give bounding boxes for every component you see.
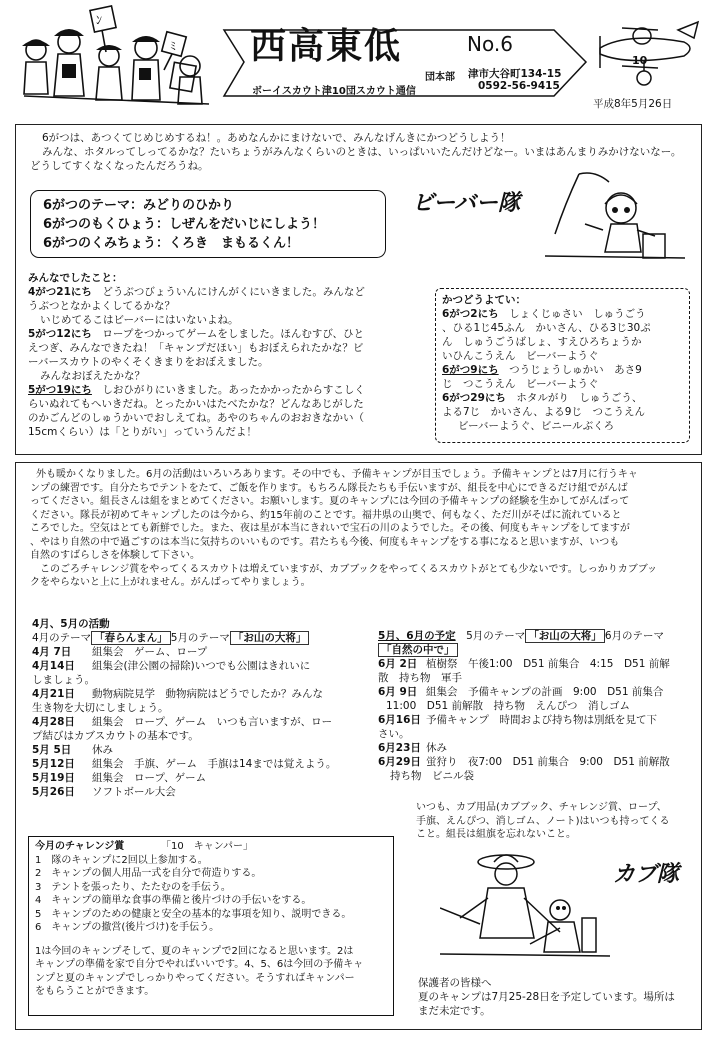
activity-text: つうじょうしゅかい あさ9 [509,364,642,376]
newsletter-subtitle: ボーイスカウト津10団スカウト通信 [252,86,416,97]
activity-text: しょくじゅさい しゅうごう [509,308,646,320]
activity-date: 6がつ29にち [442,392,506,404]
guardians-notice [418,976,700,1018]
activity-text: 組集会 ゲーム、ロープ [92,646,208,658]
list-item [442,363,683,377]
activity-date: 4月28日 [32,716,75,728]
theme-name: 「お山の大将」 [230,631,310,645]
activity-text: 組集会 ロープ、ゲーム いつも言いますが、ロー [92,716,333,728]
issue-date: 平成8年5月26日 [593,98,673,110]
list-item [378,755,698,769]
challenge-note: 1は今回のキャンプそして、夏のキャンプで2回になると思います。2は [35,945,354,957]
beaver-past-heading: みんなでしたこと： [28,272,123,284]
cub-apr-may-activities [32,617,372,799]
newsletter-title: 西高東低 [250,25,403,67]
cub-intro-line: クをやらないと上に上がれません。がんばってやりましょう。 [30,577,311,588]
cub-jun-theme-line [378,643,698,657]
guardians-text: 夏のキャンプは7月25-28日を予定しています。場所は [418,991,675,1003]
activity-text: ビーバーようぐ、ビニールぶくろ [458,420,615,432]
list-item [32,687,372,701]
svg-text:ﾝ: ﾝ [96,13,103,27]
activity-text: 蛍狩り 夜7:00 D51 前集合 9:00 D51 前解散 [426,756,670,768]
beaver-upcoming-box [435,288,690,443]
list-item [32,743,372,757]
activity-date: 6月23日 [378,742,421,754]
activity-text: 組集会 ロープ、ゲーム [92,772,207,784]
theme-name: 「お山の大将」 [525,629,605,643]
beaver-past-activities [28,271,426,439]
cub-intro-line: 自然のすばらしさを体験して下さい。 [30,550,200,561]
activity-date: 6がつ2にち [442,308,499,320]
activity-text: 組集会 手旗、ゲーム 手旗は14までは覚えよう。 [92,758,337,770]
cub-reminder [416,801,701,842]
activity-text: プ結びはカブスカウトの基本です。 [32,730,199,742]
airplane-number: 10 [632,54,648,67]
header [0,0,719,120]
cub-intro-line: ころでした。空気はとても新鮮でした。また、夜は星が本当にきれいで宝石の川のようでした。その後、何度もキャンプをしてますが [30,523,630,534]
theme-label: 5月のテーマ [170,632,230,644]
activity-text: うぶつとなかよくしてるかな？ [28,300,175,312]
list-item [32,715,372,729]
activity-date: 5月19日 [32,772,75,784]
activity-date: 4月 7日 [32,646,72,658]
activity-text: いじめてるこはビーバーにはいないよね。 [40,314,239,326]
activity-text: 持ち物 ビニル袋 [390,770,474,782]
activity-date: 6がつ9にち [442,364,499,376]
activity-date: 5月 5日 [32,744,72,756]
activity-text: 11:00 D51 前解散 持ち物 えんぴつ 消しゴム [386,700,631,712]
activity-date: 6月29日 [378,756,421,768]
list-item [378,657,698,671]
theme-name: 「春らんまん」 [91,631,171,645]
activity-text: 組集会 予備キャンプの計画 9:00 D51 前集合 [426,686,664,698]
cub-intro-line: ってください。組長さんは組をまとめてください。お願いします。夏のキャンプには今回の予備キャンプの経験を生かしてがんばって [30,496,630,507]
activity-date: 4月21日 [32,688,75,700]
beaver-upcoming-heading: かつどうよてい： [442,294,526,306]
activity-text: よる7じ かいさん、よる9じ つこうえん [442,406,645,418]
activity-text: らいぬれてもへいきだね。とったかいはたべたかな？どんなあじがした [28,398,364,410]
list-item [32,645,372,659]
activity-text: みんなおぼえたかな？ [40,370,145,382]
phone-number: 0592-56-9415 [478,80,560,92]
activity-text: ホタルがり しゅうごう、 [516,392,643,404]
beaver-intro-line: 6がつは、あつくてじめじめするね！。あめなんかにまけないで、みんなげんきにかつどうしよう！ [42,132,511,144]
activity-text: えつぎ、みんなできたね！「キャンプだほい」もおぼえられたかな？ビ [28,342,364,354]
beaver-theme-box [30,190,386,258]
activity-text: ーバースカウトのやくそくきまりをおぼえました。 [28,356,269,368]
cub-intro-line: ください。隊長が初めてキャンプしたのは今から、約15年前のことです。福井県の山奥で、何もなく、ただ川がそばに流れていると [30,509,622,521]
challenge-note: キャンプの準備を家で自分でやればいいです。4、5、6は今回の予備キャ [35,959,364,970]
activity-text: 植樹祭 午後1:00 D51 前集合 4:15 D51 前解 [426,658,670,670]
list-item [442,391,683,405]
activity-date: 5がつ12にち [28,328,92,340]
list-item [28,285,426,299]
activity-text: 、ひる1じ45ふん かいさん、ひる3じ30ぷ [442,322,651,334]
cub-may-jun-heading-line [378,629,698,643]
reminder-line: 手旗、えんぴつ、消しゴム、ノート)はいつも持ってくる [416,815,670,827]
list-item [28,383,426,397]
activity-date: 4月14日 [32,660,75,672]
theme-label: 5月のテーマ [466,630,526,642]
activity-text: 予備キャンプ 時間および持ち物は別紙を見て下 [426,714,657,726]
activity-date: 6月 9日 [378,686,418,698]
challenge-requirement: 1 隊のキャンプに2回以上参加する。 [35,854,208,866]
list-item [28,327,426,341]
activity-text: 休み [426,742,447,754]
scouts-cartoon-illustration [14,4,214,109]
activity-text: じ つこうえん ビーバーようぐ [442,378,599,390]
activity-date: 6月16日 [378,714,421,726]
list-item [32,659,372,673]
list-item [32,785,372,799]
airplane-illustration [588,8,703,96]
list-item [378,685,698,699]
beaver-group-leader: 6がつのくみちょう：くろき まもるくん！ [43,236,300,251]
activity-date: 5月12日 [32,758,75,770]
theme-name: 「自然の中で」 [378,643,458,657]
theme-label: 6月のテーマ [604,630,664,642]
cub-apr-may-heading: 4月、5月の活動 [32,618,110,630]
issue-number: No.6 [467,32,513,56]
activity-date: 6月 2日 [378,658,418,670]
activity-text: さい。 [378,728,410,740]
activity-text: どうぶつびょういんにけんがくにいきました。みんなど [102,286,365,298]
activity-date: 5月26日 [32,786,75,798]
activity-text: のかごんどのしゅうかいでおしえてね。あやのちゃんのおおきなかい（ [28,412,364,424]
cub-apr-may-themes [32,631,372,645]
cub-may-jun-schedule [378,629,698,783]
challenge-requirement: 3 テントを張ったり、たたむのを手伝う。 [35,881,231,893]
challenge-heading-line [35,840,387,854]
activity-text: いひんこうえん ビーバーようぐ [442,350,599,362]
svg-text:ﾐ: ﾐ [170,39,177,53]
activity-date: 4がつ21にち [28,286,92,298]
activity-text: しましょう。 [32,674,95,686]
beaver-goal: 6がつのもくひょう：しぜんをだいじにしよう！ [43,217,326,232]
theme-label: 4月のテーマ [32,632,92,644]
activity-text: ん しゅうごうばしょ、すえひろちょうか [442,336,642,348]
list-item [378,741,698,755]
activity-text: 散 持ち物 軍手 [378,672,462,684]
activity-text: 15cmくらい）は「とりがい」っていうんだよ！ [28,426,257,438]
list-item [32,757,372,771]
activity-text: ロープをつかってゲームをしました。ほんむすび、ひと [102,328,364,340]
activity-text: 組集会(津公園の掃除)いつでも公園はきれいに [92,660,311,672]
reminder-line: こと。組長は組旗を忘れないこと。 [416,829,576,840]
guardians-heading: 保護者の皆様へ [418,977,492,989]
challenge-requirement: 2 キャンプの個人用品一式を自分で荷造りする。 [35,868,262,879]
activity-text: しおひがりにいきました。あったかかったからすこしく [102,384,365,396]
cub-may-jun-heading: 5月、6月の予定 [378,630,456,642]
cub-intro-line: このごろチャレンジ賞をやってくるスカウトは増えていますが、カブブックをやってくるスカウトがとても少ないです。しっかりカブブッ [40,563,657,575]
activity-date: 5がつ19にち [28,384,92,396]
beaver-troop-name: ビーバー隊 [412,190,521,216]
activity-text: ソフトボール大会 [92,786,176,798]
reminder-line: いつも、カブ用品(カブブック、チャレンジ賞、ロープ、 [416,802,667,813]
list-item [32,771,372,785]
cub-intro-line: ンプの練習です。自分たちでテントをたて、ご飯を作ります。もちろん隊長たちも手伝いますが、組長を中心にできるだけ組でがんば [30,482,628,494]
challenge-requirement: 6 キャンプの撤営(後片づけ)を手伝う。 [35,922,220,933]
challenge-note: ンプと夏のキャンプでしっかりやってください。そうすればキャンパー [35,972,355,984]
guardians-text: まだ未定です。 [418,1005,491,1017]
challenge-note: をもらうことができます。 [35,986,155,997]
cub-intro [30,468,695,590]
list-item [442,307,683,321]
activity-text: 休み [92,744,113,756]
org-label: 団本部 [425,72,455,83]
challenge-award-box [28,836,394,1016]
activity-text: 生き物を大切にしましょう。 [32,702,169,714]
beaver-theme: 6がつのテーマ：みどりのひかり [43,198,235,213]
challenge-requirement: 4 キャンプの簡単な食事の準備と後片づけの手伝いをする。 [35,895,312,906]
cub-intro-line: 外も暖かくなりました。6月の活動はいろいろあります。その中でも、予備キャンプが目玉でしょう。予備キャンプとは7月に行うキャ [36,469,638,480]
fishing-beaver-illustration [545,164,685,264]
cub-troop-name: カブ隊 [613,861,680,887]
challenge-name: 「10 キャンパー」 [161,841,254,852]
cub-intro-line: 、やはり自然の中で過ごすのは本当に気持ちのいいものです。君たちも今後、何度もキャンプをする事になると思いますが、いつも [30,536,620,548]
address: 津市大谷町134-15 [468,68,562,80]
activity-text: 動物病院見学 動物病院はどうでしたか？みんな [92,688,323,700]
challenge-requirement: 5 キャンプのための健康と安全の基本的な事項を知り、説明できる。 [35,908,352,920]
challenge-heading: 今月のチャレンジ賞 [35,841,125,852]
cub-camping-illustration [440,848,610,960]
beaver-intro-line: みんな、ホタルってしってるかな？たいちょうがみんなくらいのときは、いっぱいいたんだけどなー。いまはあんまりみかけないなー。どうしてすくなくなったんだろうね。 [30,146,682,172]
list-item [378,713,698,727]
